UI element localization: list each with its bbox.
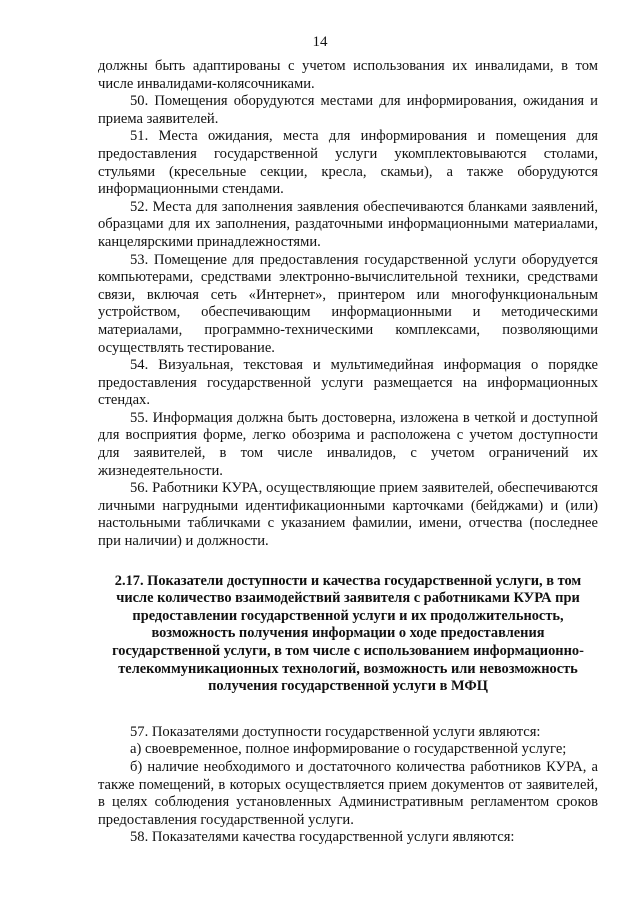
paragraph-58: 58. Показателями качества государственной услуги являются: xyxy=(130,829,515,846)
paragraph-51: 51. Места ожидания, места для информирования и помещения для предоставления государственной услуги укомплектовываются столами, стульями (кресельные секции, кресла, скамьи), а также оборудуются информационными стендами. xyxy=(98,128,598,198)
page-number: 14 xyxy=(312,34,328,50)
paragraph-55: 55. Информация должна быть достоверна, изложена в четкой и доступной для восприятия форме, легко обозрима и расположена с учетом доступности для заявителей, в том числе инвалидов, с учетом ограничений их жизнедеятельности. xyxy=(98,409,598,479)
paragraph-50: 50. Помещения оборудуются местами для информирования, ожидания и приема заявителей. xyxy=(98,93,598,127)
paragraph-54: 54. Визуальная, текстовая и мультимедийная информация о порядке предоставления государственной услуги размещается на информационных стендах. xyxy=(98,357,598,409)
paragraph-continuation: должны быть адаптированы с учетом использования их инвалидами, в том числе инвалидами-колясочниками. xyxy=(98,58,598,92)
document-body xyxy=(98,58,598,847)
paragraph-57: 57. Показателями доступности государственной услуги являются: xyxy=(130,723,541,740)
paragraph-53: 53. Помещение для предоставления государственной услуги оборудуется компьютерами, средствами электронно-вычислительной техники, средствами связи, включая сеть «Интернет», принтером или многофункциональным устройством, обеспечивающим информационными и методическими материалами, программно-техническими комплексами, позволяющими осуществлять тестирование. xyxy=(98,251,598,356)
list-item-a: а) своевременное, полное информирование о государственной услуге; xyxy=(130,741,567,758)
paragraph-52: 52. Места для заполнения заявления обеспечиваются бланками заявлений, образцами для их заполнения, раздаточными информационными материалами, канцелярскими принадлежностями. xyxy=(98,198,598,250)
section-heading-2-17: 2.17. Показатели доступности и качества государственной услуги, в том числе количество взаимодействий заявителя с работниками КУРА при предоставлении государственной услуги и их продолжительность, возможность получения информации о ходе предоставления государственной услуги, в том числе с использованием информационно-телекоммуникационных технологий, возможность или невозможность получения государственной услуги в МФЦ xyxy=(112,572,584,695)
list-item-b: б) наличие необходимого и достаточного количества работников КУРА, а также помещений, в которых осуществляется прием документов от заявителей, в целях соблюдения установленных Административным регламентом сроков предоставления государственной услуги. xyxy=(98,758,598,828)
paragraph-56: 56. Работники КУРА, осуществляющие прием заявителей, обеспечиваются личными нагрудными идентификационными карточками (бейджами) и (или) настольными табличками с указанием фамилии, имени, отчества (последнее при наличии) и должности. xyxy=(98,480,598,550)
